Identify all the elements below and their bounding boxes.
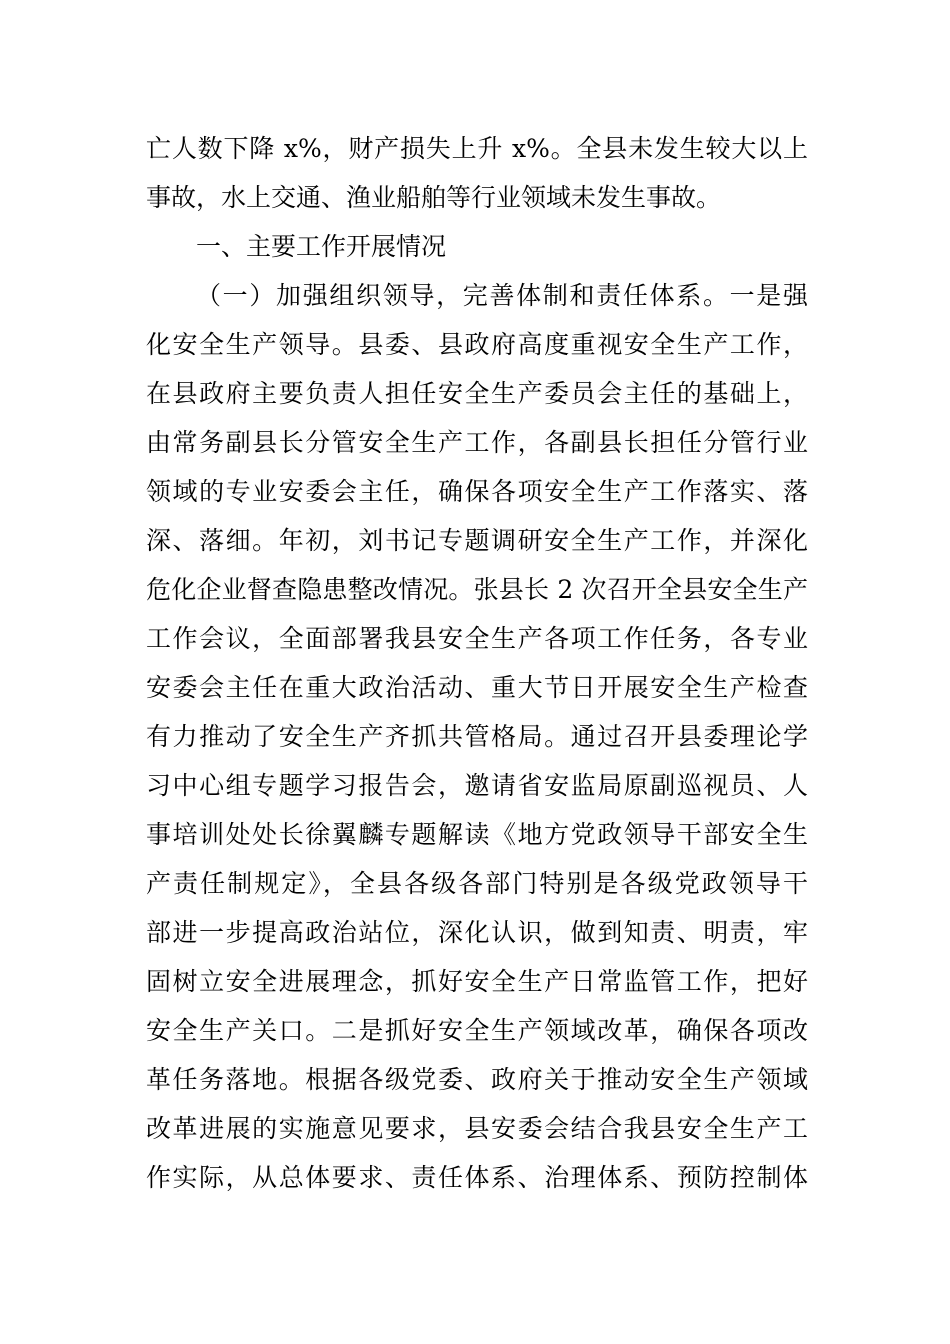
- text-line: 习中心组专题学习报告会，邀请省安监局原副巡视员、人: [146, 771, 808, 800]
- text-line: 事故，水上交通、渔业船舶等行业领域未发生事故。: [146, 183, 722, 212]
- text-line: 部进一步提高政治站位，深化认识，做到知责、明责，牢: [146, 918, 808, 947]
- body-text: [146, 124, 808, 1202]
- text-line: 作实际，从总体要求、责任体系、治理体系、预防控制体: [146, 1163, 808, 1192]
- text-line: 亡人数下降 x%，财产损失上升 x%。全县未发生较大以上: [146, 134, 808, 163]
- text-line: 事培训处处长徐翼麟专题解读《地方党政领导干部安全生: [146, 820, 808, 849]
- text-line: 化安全生产领导。县委、县政府高度重视安全生产工作，: [146, 330, 808, 359]
- text-line: 产责任制规定》，全县各级各部门特别是各级党政领导干: [146, 869, 808, 898]
- subsection-heading-line: （一）加强组织领导，完善体制和责任体系。一是强: [196, 281, 808, 310]
- text-line: 工作会议，全面部署我县安全生产各项工作任务，各专业: [146, 624, 808, 653]
- text-line: 危化企业督查隐患整改情况。张县长 2 次召开全县安全生产: [146, 575, 808, 604]
- section-heading: 一、主要工作开展情况: [196, 232, 447, 261]
- text-line: 改革进展的实施意见要求，县安委会结合我县安全生产工: [146, 1114, 808, 1143]
- text-line: 固树立安全进展理念，抓好安全生产日常监管工作，把好: [146, 967, 808, 996]
- text-line: 在县政府主要负责人担任安全生产委员会主任的基础上，: [146, 379, 808, 408]
- text-line: 领域的专业安委会主任，确保各项安全生产工作落实、落: [146, 477, 808, 506]
- text-line: 安全生产关口。二是抓好安全生产领域改革，确保各项改: [146, 1016, 808, 1045]
- text-line: 有力推动了安全生产齐抓共管格局。通过召开县委理论学: [146, 722, 808, 751]
- text-line: 安委会主任在重大政治活动、重大节日开展安全生产检查: [146, 673, 808, 702]
- text-line: 深、落细。年初，刘书记专题调研安全生产工作，并深化: [146, 526, 808, 555]
- text-line: 革任务落地。根据各级党委、政府关于推动安全生产领域: [146, 1065, 808, 1094]
- text-line: 由常务副县长分管安全生产工作，各副县长担任分管行业: [146, 428, 808, 457]
